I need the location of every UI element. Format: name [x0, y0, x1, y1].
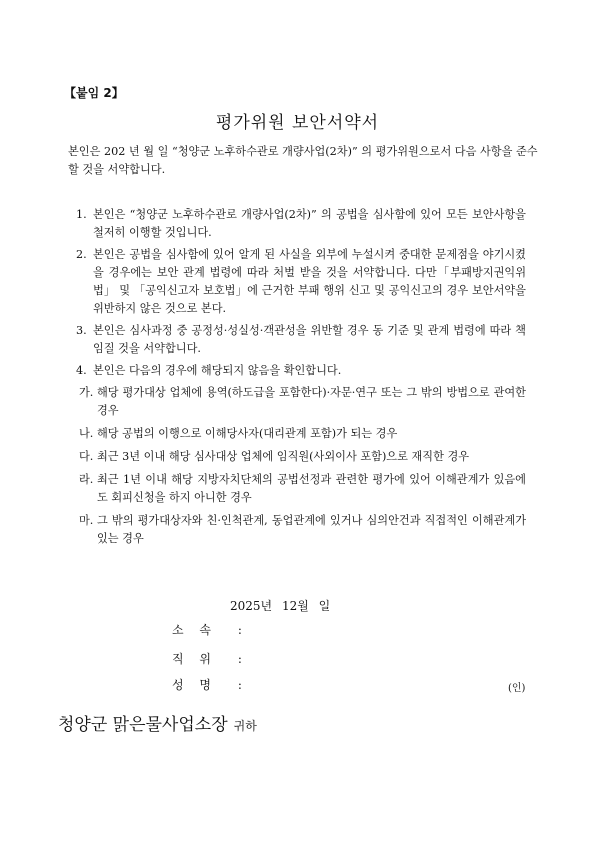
sub-item-number: 가.	[79, 386, 94, 399]
page-title: 평가위원 보안서약서	[215, 113, 380, 133]
signature-label: 소 속	[172, 623, 217, 637]
sub-item	[76, 471, 526, 507]
intro-paragraph: 본인은 202 년 월 일 “청양군 노후하수관로 개량사업(2차)” 의 평가위원으로서 다음 사항을 준수할 것을 서약합니다.	[68, 145, 538, 176]
signature-colon: :	[237, 652, 242, 666]
addressee	[58, 710, 257, 735]
pledge-date: 2025년 12월 일	[230, 599, 331, 613]
sub-item	[76, 448, 526, 466]
signature-colon: :	[237, 678, 242, 692]
sub-item-text: 최근 1년 이내 해당 지방자치단체의 공법선정과 관련한 평가에 있어 이해관계가 있음에도 회피신청을 하지 아니한 경우	[97, 473, 526, 504]
item-text: 본인은 “청양군 노후하수관로 개량사업(2차)” 의 공법을 심사함에 있어 모든 보안사항을 철저히 이행할 것입니다.	[93, 208, 526, 239]
list-item	[76, 246, 526, 318]
sub-item	[76, 425, 526, 443]
item-number: 4.	[76, 364, 87, 377]
sub-item-text: 해당 공법의 이행으로 이해당사자(대리관계 포함)가 되는 경우	[97, 427, 398, 440]
sub-item	[76, 384, 526, 420]
item-number: 3.	[76, 324, 87, 337]
signature-colon: :	[237, 623, 242, 637]
addressee-suffix: 귀하	[233, 719, 257, 733]
attachment-tag: 【붙임 2】	[64, 86, 124, 100]
seal-mark: (인)	[508, 683, 526, 694]
list-item	[76, 362, 526, 380]
sub-item-number: 마.	[79, 514, 94, 527]
sub-item-number: 다.	[79, 450, 94, 463]
sub-item-text: 해당 평가대상 업체에 용역(하도급을 포함한다)·자문·연구 또는 그 밖의 방법으로 관여한 경우	[97, 386, 526, 417]
sub-item-text: 최근 3년 이내 해당 심사대상 업체에 임직원(사외이사 포함)으로 재직한 경우	[97, 450, 470, 463]
addressee-name: 청양군 맑은물사업소장	[58, 715, 228, 735]
signature-label: 직 위	[172, 652, 217, 666]
item-text: 본인은 다음의 경우에 해당되지 않음을 확인합니다.	[93, 364, 342, 377]
sub-item-text: 그 밖의 평가대상자와 친·인척관계, 동업관계에 있거나 심의안건과 직접적인 이해관계가 있는 경우	[97, 514, 526, 545]
signature-row-name	[172, 676, 242, 693]
signature-label: 성 명	[172, 678, 217, 692]
sub-item-number: 라.	[79, 473, 94, 486]
item-number: 2.	[76, 248, 87, 261]
item-text: 본인은 심사과정 중 공정성·성실성·객관성을 위반할 경우 동 기준 및 관계 법령에 따라 책임질 것을 서약합니다.	[93, 324, 526, 355]
sub-item-number: 나.	[79, 427, 94, 440]
item-text: 본인은 공법을 심사함에 있어 알게 된 사실을 외부에 누설시켜 중대한 문제점을 야기시켰을 경우에는 보안 관계 법령에 따라 처벌 받을 것을 서약합니다. 다만「부패방지권익위법」 및 「공익신고자 보호법」에 근거한 부패 행위 신고 및 공익신고의 경우 보안서약을 위반하지 않은 것으로 본다.	[93, 248, 526, 315]
list-item	[76, 206, 526, 242]
sub-item	[76, 512, 526, 548]
item-number: 1.	[76, 208, 87, 221]
signature-row-affiliation	[172, 621, 242, 638]
signature-row-position	[172, 650, 242, 667]
list-item	[76, 322, 526, 358]
pledge-list	[76, 206, 526, 553]
